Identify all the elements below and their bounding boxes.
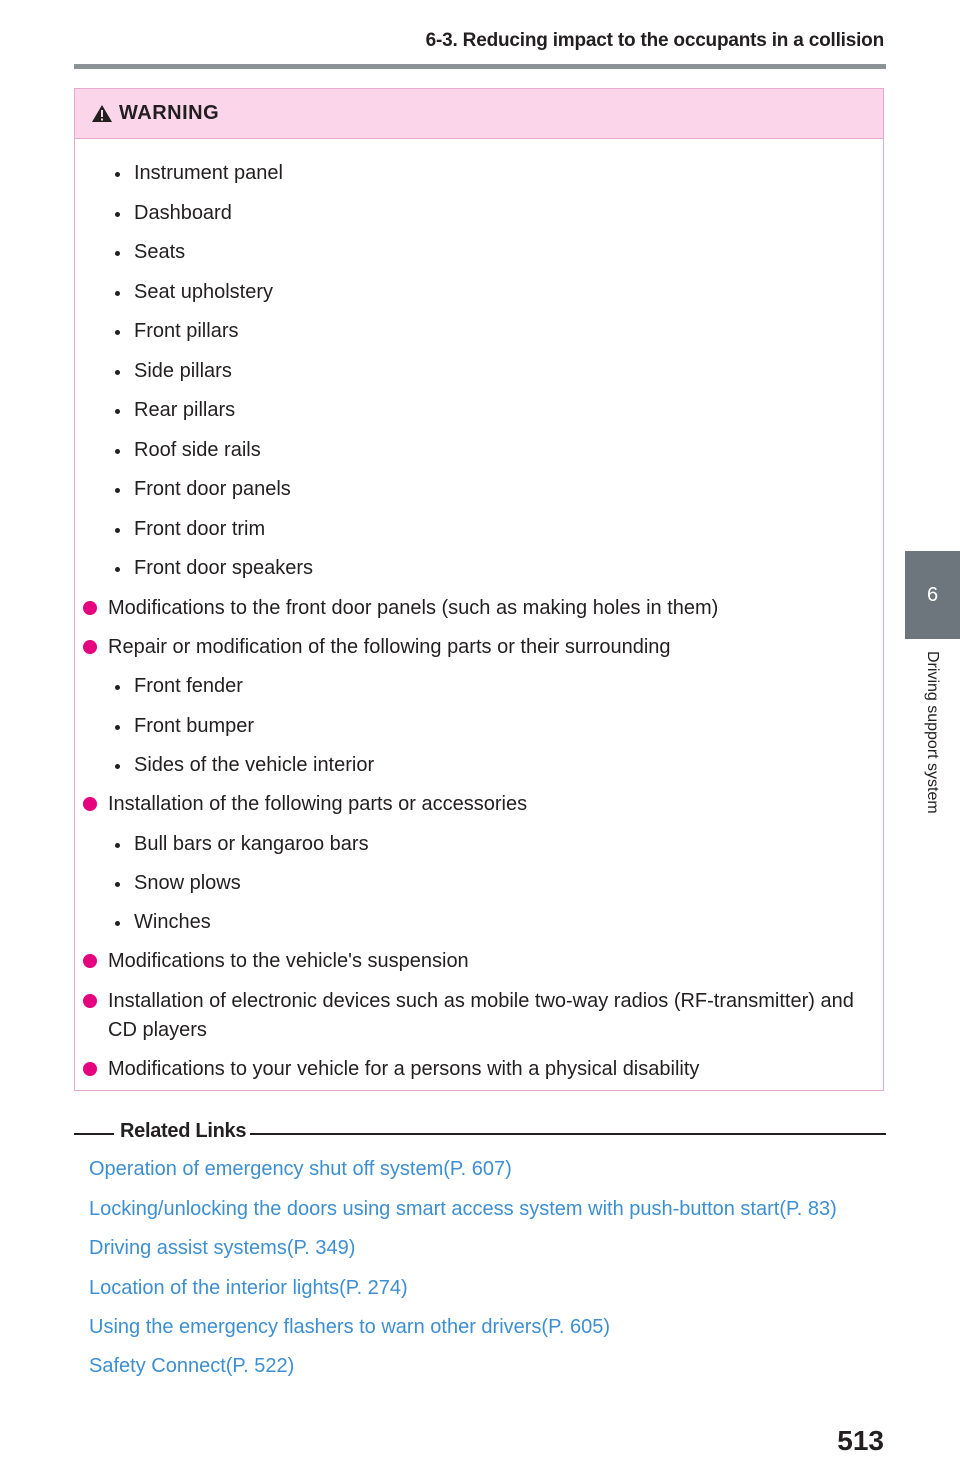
warning-title: WARNING — [119, 102, 220, 124]
section-title: 6-3. Reducing impact to the occupants in a collision — [425, 30, 884, 51]
related-link[interactable]: Driving assist systems(P. 349) — [89, 1237, 356, 1259]
warning-item-text: Instrument panel — [134, 162, 283, 184]
warning-main-item — [83, 987, 868, 1045]
warning-box — [74, 88, 884, 1091]
warning-sub-item — [115, 869, 241, 898]
warning-sub-item — [115, 908, 211, 937]
warning-triangle-icon — [91, 104, 113, 123]
warning-sub-item — [115, 515, 265, 544]
related-link[interactable]: Using the emergency flashers to warn other drivers(P. 605) — [89, 1316, 610, 1338]
warning-sub-item — [115, 317, 238, 346]
warning-header — [75, 89, 883, 139]
warning-item-text: Sides of the vehicle interior — [134, 754, 375, 776]
chapter-tab[interactable] — [905, 551, 960, 639]
warning-item-text: Modifications to the front door panels (such as making holes in them) — [108, 597, 719, 619]
warning-item-text: Front fender — [134, 675, 243, 697]
warning-item-text: Front bumper — [134, 715, 255, 737]
warning-sub-item — [115, 357, 232, 386]
warning-sub-item — [115, 475, 291, 504]
warning-item-text: Roof side rails — [134, 439, 261, 461]
warning-item-text: Dashboard — [134, 202, 232, 224]
chapter-number: 6 — [926, 583, 939, 606]
related-link[interactable]: Locking/unlocking the doors using smart access system with push-button start(P. 83) — [89, 1198, 837, 1220]
warning-item-text: Installation of electronic devices such as mobile two-way radios (RF-transmitter) and CD players — [108, 990, 854, 1041]
header-divider — [74, 64, 886, 69]
warning-item-text: Front door panels — [134, 478, 291, 500]
warning-item-text: Front door trim — [134, 518, 266, 540]
related-link[interactable]: Location of the interior lights(P. 274) — [89, 1277, 408, 1299]
related-links-header — [74, 1120, 886, 1148]
chapter-label: Driving support system — [924, 651, 941, 814]
warning-main-item — [83, 947, 868, 976]
warning-item-text: Snow plows — [134, 872, 241, 894]
related-links-title: Related Links — [120, 1120, 247, 1142]
warning-sub-item — [115, 712, 254, 741]
warning-sub-item — [115, 436, 261, 465]
warning-sub-item — [115, 159, 283, 188]
warning-item-text: Seats — [134, 241, 186, 263]
warning-item-text: Modifications to your vehicle for a persons with a physical disability — [108, 1058, 700, 1080]
warning-main-item — [83, 633, 868, 662]
warning-item-text: Rear pillars — [134, 399, 236, 421]
warning-item-text: Front door speakers — [134, 557, 313, 579]
warning-sub-item — [115, 396, 235, 425]
warning-item-text: Side pillars — [134, 360, 232, 382]
warning-sub-item — [115, 672, 243, 701]
warning-main-item — [83, 790, 868, 819]
warning-item-text: Seat upholstery — [134, 281, 273, 303]
warning-item-text: Bull bars or kangaroo bars — [134, 833, 369, 855]
warning-main-item — [83, 1055, 868, 1084]
warning-item-text: Modifications to the vehicle's suspension — [108, 950, 469, 972]
related-link[interactable]: Operation of emergency shut off system(P. 607) — [89, 1158, 512, 1180]
warning-sub-item — [115, 554, 313, 583]
page-number: 513 — [837, 1425, 884, 1456]
warning-item-text: Installation of the following parts or accessories — [108, 793, 528, 815]
warning-sub-item — [115, 238, 185, 267]
warning-main-item — [83, 594, 868, 623]
warning-item-text: Front pillars — [134, 320, 239, 342]
warning-item-text: Repair or modification of the following parts or their surrounding — [108, 636, 671, 658]
warning-sub-item — [115, 751, 374, 780]
related-rule-left — [74, 1133, 114, 1135]
related-link[interactable]: Safety Connect(P. 522) — [89, 1355, 295, 1377]
warning-sub-item — [115, 199, 232, 228]
warning-sub-item — [115, 830, 369, 859]
warning-sub-item — [115, 278, 273, 307]
related-rule-right — [250, 1133, 886, 1135]
warning-item-text: Winches — [134, 911, 211, 933]
